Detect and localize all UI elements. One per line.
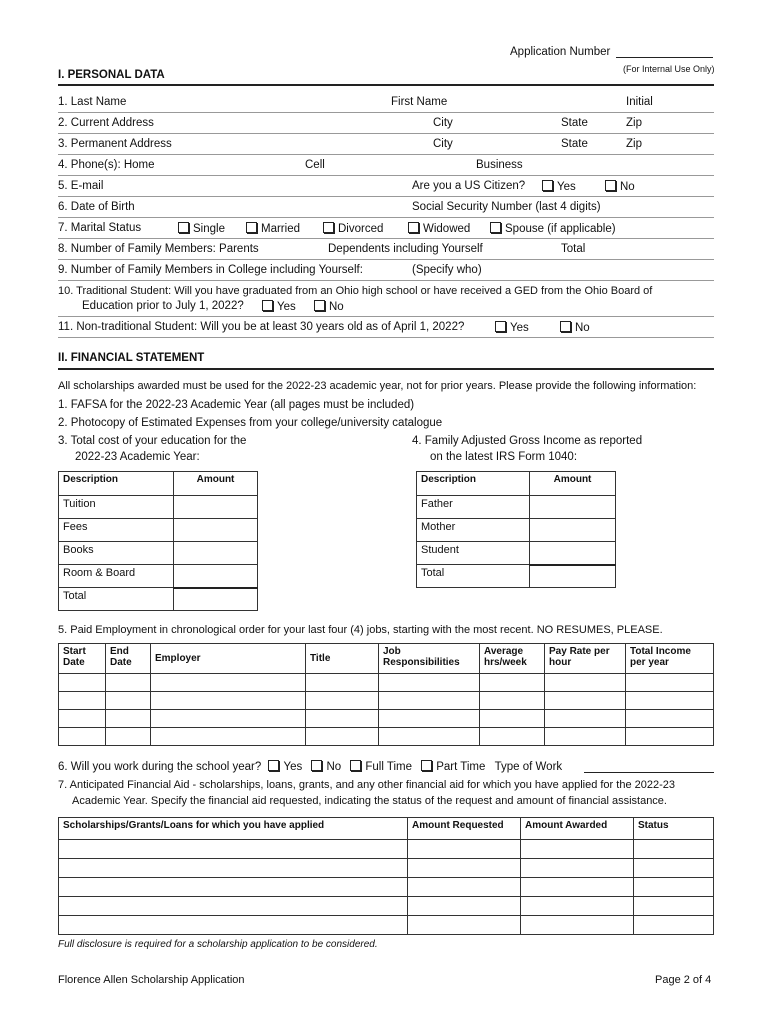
cost-table (58, 471, 258, 611)
income-row-label: Father (417, 496, 530, 519)
type-of-work-label: Type of Work (494, 761, 563, 773)
row-dob[interactable]: 6. Date of Birth Social Security Number (last 4 digits) (58, 196, 714, 218)
cost-amount-cell[interactable] (174, 565, 258, 588)
income-table (416, 471, 616, 588)
income-header-description: Description (417, 472, 530, 496)
item-3-line2: 2022-23 Academic Year: (75, 451, 200, 463)
application-number-label: Application Number (510, 46, 611, 58)
income-header-amount: Amount (530, 472, 616, 496)
row-phones[interactable]: 4. Phone(s): Home Cell Business (58, 154, 714, 176)
item-2: 2. Photocopy of Estimated Expenses from your college/university catalogue (58, 417, 443, 429)
cost-amount-cell[interactable] (174, 542, 258, 565)
single-checkbox[interactable]: Single (178, 222, 225, 235)
spouse-checkbox[interactable]: Spouse (if applicable) (490, 222, 616, 235)
citizen-yes-checkbox[interactable]: Yes (542, 180, 576, 193)
income-row-label: Total (417, 565, 530, 588)
footer-title: Florence Allen Scholarship Application (58, 974, 245, 986)
row-nontraditional-student[interactable]: 11. Non-traditional Student: Will you be at least 30 years old as of April 1, 2022? Yes No (58, 316, 714, 338)
employment-row[interactable] (59, 692, 714, 710)
employment-table (58, 643, 714, 746)
part-time-checkbox[interactable]: Part Time (421, 761, 485, 773)
widowed-checkbox[interactable]: Widowed (408, 222, 470, 235)
application-number-field[interactable] (616, 57, 713, 58)
income-row-label: Mother (417, 519, 530, 542)
married-checkbox[interactable]: Married (246, 222, 300, 235)
cost-row-label: Fees (59, 519, 174, 542)
emp-header-pay-rate: Pay Rate per hour (545, 644, 626, 674)
section2-title: II. FINANCIAL STATEMENT (58, 352, 205, 364)
income-row-label: Student (417, 542, 530, 565)
aid-table (58, 817, 714, 935)
aid-header-status: Status (634, 818, 714, 840)
aid-header-amount-awarded: Amount Awarded (521, 818, 634, 840)
row-family-in-college[interactable]: 9. Number of Family Members in College including Yourself: (Specify who) (58, 259, 714, 281)
row-traditional-student[interactable]: 10. Traditional Student: Will you have graduated from an Ohio high school or have received a GED from the Ohio Board of Education prior to July 1, 2022? Yes No (58, 280, 714, 317)
footer-page-number: Page 2 of 4 (655, 974, 712, 986)
section2-rule (58, 368, 714, 370)
row-marital-status[interactable]: 7. Marital Status Single Married Divorced Widowed Spouse (if applicable) (58, 217, 714, 239)
row-email[interactable]: 5. E-mail Are you a US Citizen? Yes No (58, 175, 714, 197)
item-1: 1. FAFSA for the 2022-23 Academic Year (all pages must be included) (58, 399, 415, 411)
aid-row[interactable] (59, 897, 714, 916)
item-6: 6. Will you work during the school year? Yes No Full Time Part Time Type of Work (58, 761, 563, 773)
citizen-no-checkbox[interactable]: No (605, 180, 635, 193)
row-family-members[interactable]: 8. Number of Family Members: Parents Dependents including Yourself Total (58, 238, 714, 260)
aid-header-scholarships: Scholarships/Grants/Loans for which you have applied (59, 818, 408, 840)
income-amount-cell[interactable] (530, 519, 616, 542)
cost-row-label: Room & Board (59, 565, 174, 588)
item-4-line2: on the latest IRS Form 1040: (430, 451, 578, 463)
item-7-line1: 7. Anticipated Financial Aid - scholarships, loans, grants, and any other financial aid for which you have applied for the 2022-23 (58, 779, 675, 791)
work-no-checkbox[interactable]: No (311, 761, 341, 773)
income-amount-cell[interactable] (530, 565, 616, 588)
cost-header-amount: Amount (174, 472, 258, 496)
aid-row[interactable] (59, 916, 714, 935)
row-permanent-address[interactable]: 3. Permanent Address City State Zip (58, 133, 714, 155)
disclosure-note: Full disclosure is required for a scholarship application to be considered. (58, 939, 378, 950)
cost-amount-cell[interactable] (174, 588, 258, 611)
emp-header-total-income: Total Income per year (626, 644, 714, 674)
row-name[interactable]: 1. Last Name First Name Initial (58, 91, 714, 113)
cost-amount-cell[interactable] (174, 519, 258, 542)
cost-row-label: Books (59, 542, 174, 565)
cost-row-label: Total (59, 588, 174, 611)
nontraditional-yes-checkbox[interactable]: Yes (495, 321, 529, 334)
income-amount-cell[interactable] (530, 496, 616, 519)
traditional-no-checkbox[interactable]: No (314, 300, 344, 313)
emp-header-end-date: End Date (106, 644, 151, 674)
cost-amount-cell[interactable] (174, 496, 258, 519)
section1-rule (58, 84, 714, 86)
section2-intro: All scholarships awarded must be used for the 2022-23 academic year, not for prior years. Please provide the following information: (58, 380, 697, 392)
item-7-line2: Academic Year. Specify the financial aid requested, indicating the status of the request and amount of financial assistance. (72, 795, 667, 807)
item-3-line1: 3. Total cost of your education for the (58, 435, 247, 447)
section1-title: I. PERSONAL DATA (58, 69, 165, 81)
aid-header-amount-requested: Amount Requested (408, 818, 521, 840)
type-of-work-field[interactable] (584, 772, 714, 773)
aid-row[interactable] (59, 859, 714, 878)
item-4-line1: 4. Family Adjusted Gross Income as reported (412, 435, 643, 447)
internal-use-note: (For Internal Use Only) (623, 64, 715, 74)
aid-row[interactable] (59, 840, 714, 859)
work-yes-checkbox[interactable]: Yes (268, 761, 302, 773)
emp-header-start-date: Start Date (59, 644, 106, 674)
emp-header-hours: Average hrs/week (480, 644, 545, 674)
emp-header-employer: Employer (151, 644, 306, 674)
row-current-address[interactable]: 2. Current Address City State Zip (58, 112, 714, 134)
full-time-checkbox[interactable]: Full Time (350, 761, 412, 773)
employment-row[interactable] (59, 674, 714, 692)
cost-row-label: Tuition (59, 496, 174, 519)
traditional-yes-checkbox[interactable]: Yes (262, 300, 296, 313)
emp-header-title: Title (306, 644, 379, 674)
nontraditional-no-checkbox[interactable]: No (560, 321, 590, 334)
emp-header-responsibilities: Job Responsibilities (379, 644, 480, 674)
income-amount-cell[interactable] (530, 542, 616, 565)
aid-row[interactable] (59, 878, 714, 897)
divorced-checkbox[interactable]: Divorced (323, 222, 383, 235)
employment-row[interactable] (59, 728, 714, 746)
item-5: 5. Paid Employment in chronological order for your last four (4) jobs, starting with the most recent. NO RESUMES, PLEASE. (58, 624, 663, 636)
employment-row[interactable] (59, 710, 714, 728)
cost-header-description: Description (59, 472, 174, 496)
